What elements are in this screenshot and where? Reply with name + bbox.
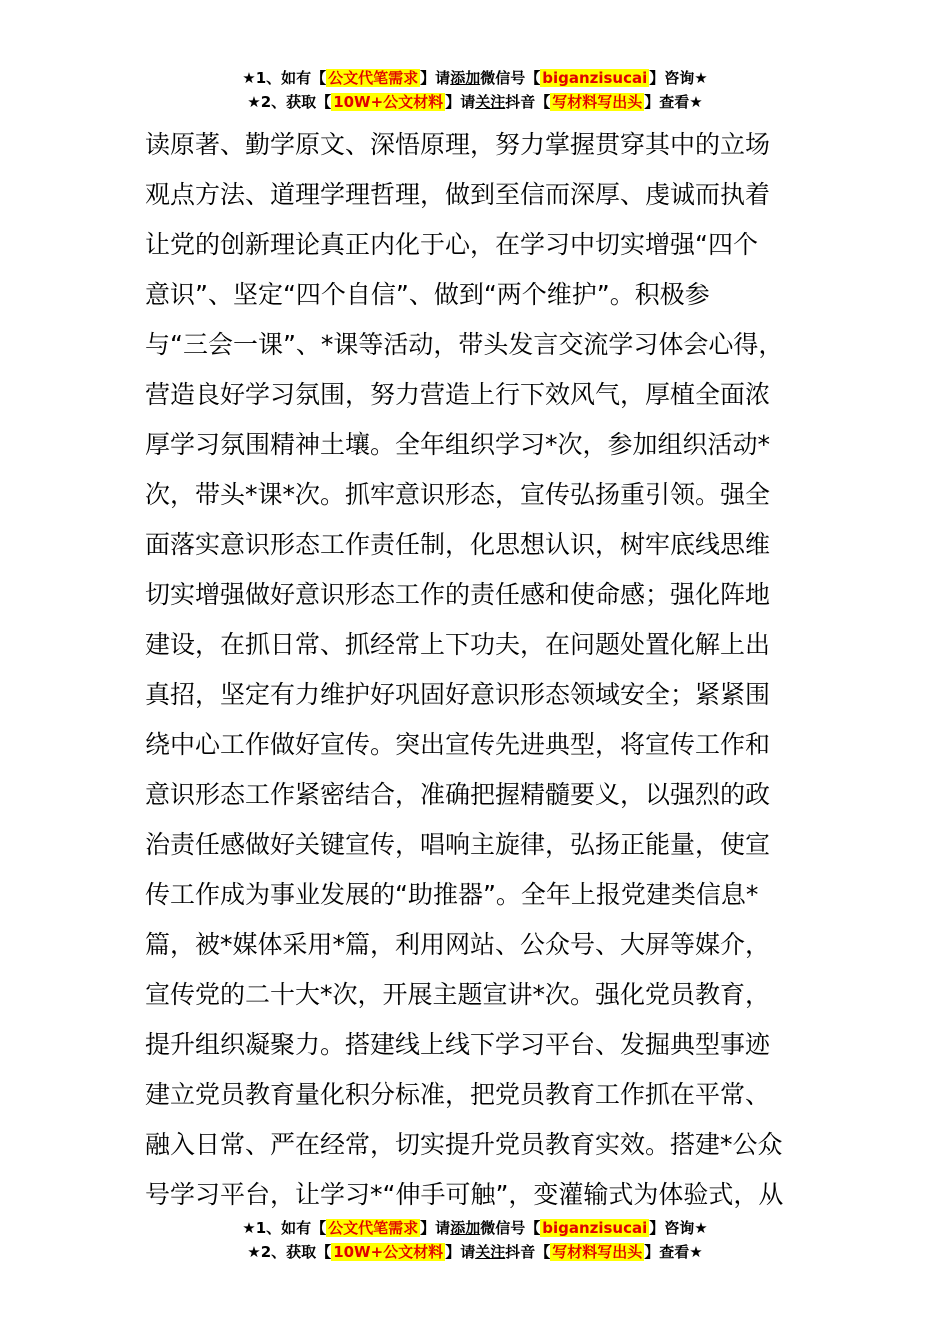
body-line: 厚学习氛围精神土壤。全年组织学习*次，参加组织活动*	[145, 430, 771, 459]
banner-text: 抖音【	[505, 1243, 551, 1261]
banner-text: 】请	[420, 69, 451, 87]
body-line: 读原著、勤学原文、深悟原理，努力掌握贯穿其中的立场	[145, 130, 771, 159]
body-line: 切实增强做好意识形态工作的责任感和使命感；强化阵地	[145, 580, 771, 609]
banner-text: 抖音【	[505, 93, 551, 111]
banner-text: ★2、获取【	[247, 93, 332, 111]
body-line: 次，带头*课*次。抓牢意识形态，宣传弘扬重引领。强全	[145, 480, 771, 509]
banner-text: ★1、如有【	[242, 1219, 327, 1237]
banner-line-1	[0, 1216, 950, 1240]
banner-text: 】请	[445, 93, 476, 111]
body-line: 真招，坚定有力维护好巩固好意识形态领域安全；紧紧围	[145, 680, 771, 709]
banner-text: ★2、获取【	[247, 1243, 332, 1261]
banner-text: 】请	[445, 1243, 476, 1261]
body-line: 意识”、坚定“四个自信”、做到“两个维护”。积极参	[145, 280, 710, 309]
banner-text: ★1、如有【	[242, 69, 327, 87]
body-line: 让党的创新理论真正内化于心，在学习中切实增强“四个	[145, 230, 758, 259]
banner-text: 】请	[420, 1219, 451, 1237]
banner-text: 】咨询★	[649, 69, 708, 87]
banner-line-1	[0, 66, 950, 90]
body-line: 篇，被*媒体采用*篇，利用网站、公众号、大屏等媒介，	[145, 930, 771, 959]
body-line: 建设，在抓日常、抓经常上下功夫，在问题处置化解上出	[145, 630, 771, 659]
banner-text: 】查看★	[644, 1243, 703, 1261]
body-line: 观点方法、道理学理哲理，做到至信而深厚、虔诚而执着	[145, 180, 771, 209]
body-line: 建立党员教育量化积分标准，把党员教育工作抓在平常、	[145, 1080, 771, 1109]
top-banner	[0, 66, 950, 114]
banner-line-2	[0, 90, 950, 114]
banner-highlight: 写材料写出头	[552, 93, 643, 111]
body-line: 提升组织凝聚力。搭建线上线下学习平台、发掘典型事迹	[145, 1030, 771, 1059]
body-line: 传工作成为事业发展的“助推器”。全年上报党建类信息*	[145, 880, 759, 909]
banner-underlined-text: 关注	[475, 93, 506, 111]
banner-underlined-text: 添加	[450, 1219, 481, 1237]
body-line: 绕中心工作做好宣传。突出宣传先进典型，将宣传工作和	[145, 730, 771, 759]
banner-highlight: biganzisucai	[542, 1219, 648, 1237]
body-line: 治责任感做好关键宣传，唱响主旋律，弘扬正能量，使宣	[145, 830, 771, 859]
banner-text: 微信号【	[480, 69, 541, 87]
banner-underlined-text: 添加	[450, 69, 481, 87]
body-line: 宣传党的二十大*次，开展主题宣讲*次。强化党员教育，	[145, 980, 771, 1009]
bottom-banner	[0, 1216, 950, 1264]
body-line: 与“三会一课”、*课等活动，带头发言交流学习体会心得，	[145, 330, 784, 359]
banner-text: 】查看★	[644, 93, 703, 111]
body-line: 号学习平台，让学习*“伸手可触”，变灌输式为体验式，从	[145, 1180, 784, 1209]
document-body	[145, 120, 845, 1220]
body-line: 融入日常、严在经常，切实提升党员教育实效。搭建*公众	[145, 1130, 783, 1159]
body-line: 意识形态工作紧密结合，准确把握精髓要义，以强烈的政	[145, 780, 771, 809]
banner-highlight: 写材料写出头	[552, 1243, 643, 1261]
banner-line-2	[0, 1240, 950, 1264]
body-line: 营造良好学习氛围，努力营造上行下效风气，厚植全面浓	[145, 380, 771, 409]
banner-text: 】咨询★	[649, 1219, 708, 1237]
banner-highlight: 公文代笔需求	[328, 1219, 419, 1237]
banner-text: 微信号【	[480, 1219, 541, 1237]
banner-highlight: 10W+公文材料	[333, 1243, 444, 1261]
banner-highlight: biganzisucai	[542, 69, 648, 87]
body-line: 面落实意识形态工作责任制，化思想认识，树牢底线思维	[145, 530, 771, 559]
banner-underlined-text: 关注	[475, 1243, 506, 1261]
banner-highlight: 10W+公文材料	[333, 93, 444, 111]
banner-highlight: 公文代笔需求	[328, 69, 419, 87]
